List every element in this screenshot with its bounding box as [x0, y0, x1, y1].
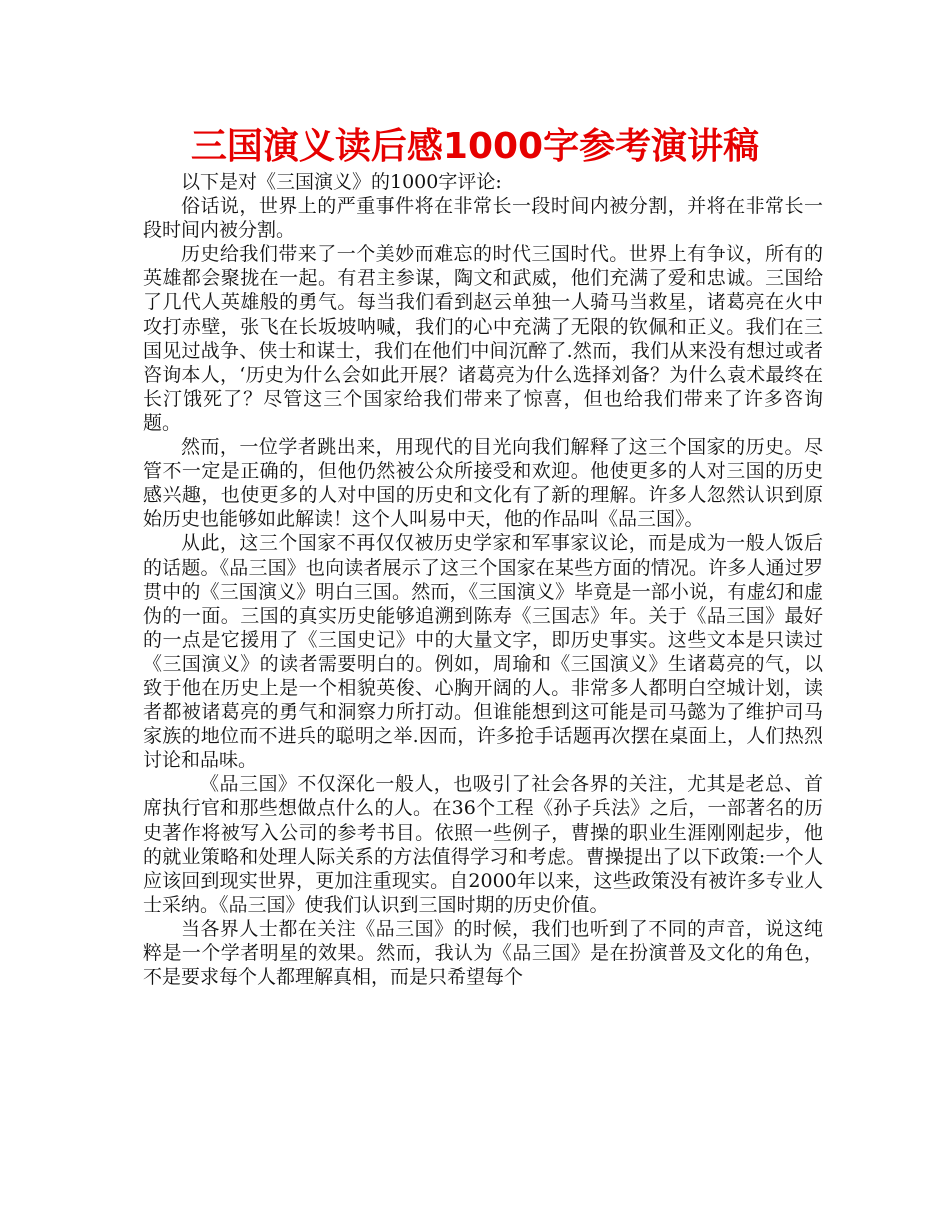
paragraph-voices: 当各界人士都在关注《品三国》的时候，我们也听到了不同的声音，说这纯粹是一个学者明星的效果。然而，我认为《品三国》是在扮演普及文化的角色，不是要求每个人都理解真相，而是只希望每个: [143, 917, 823, 989]
document-title: 三国演义读后感1000字参考演讲稿: [190, 126, 760, 167]
paragraph-history: 历史给我们带来了一个美妙而难忘的时代三国时代。世界上有争议，所有的英雄都会聚拢在一起。有君主参谋，陶文和武威，他们充满了爱和忠诚。三国给了几代人英雄般的勇气。每当我们看到赵云单独一人骑马当救星，诸葛亮在火中攻打赤壁，张飞在长坂坡呐喊，我们的心中充满了无限的钦佩和正义。我们在三国见过战争、侠士和谋士，我们在他们中间沉醉了.然而，我们从来没有想过或者咨询本人，‘历史为什么会如此开展？诸葛亮为什么选择刘备？为什么袁术最终在长汀饿死了？尽管这三个国家给我们带来了惊喜，但也给我们带来了许多咨询题。: [143, 243, 823, 434]
paragraph-scholar: 然而，一位学者跳出来，用现代的目光向我们解释了这三个国家的历史。尽管不一定是正确的，但他仍然被公众所接受和欢迎。他使更多的人对三国的历史感兴趣，也使更多的人对中国的历史和文化有了新的理解。许多人忽然认识到原始历史也能够如此解读！这个人叫易中天，他的作品叫《品三国》。: [143, 436, 823, 531]
document-body: [143, 170, 823, 989]
paragraph-society: 《品三国》不仅深化一般人，也吸引了社会各界的关注，尤其是老总、首席执行官和那些想做点什么的人。在36个工程《孙子兵法》之后，一部著名的历史著作将被写入公司的参考书目。依照一些例子，曹操的职业生涯刚刚起步，他的就业策略和处理人际关系的方法值得学习和考虑。曹操提出了以下政策:一个人应该回到现实世界，更加注重现实。自2000年以来，这些政策没有被许多专业人士采纳。《品三国》使我们认识到三国时期的历史价值。: [143, 773, 823, 916]
paragraph-intro: 以下是对《三国演义》的1000字评论:: [181, 171, 502, 193]
paragraph-proverb: 俗话说，世界上的严重事件将在非常长一段时间内被分割，并将在非常长一段时间内被分割。: [143, 195, 823, 242]
paragraph-popular-topic: 从此，这三个国家不再仅仅被历史学家和军事家议论，而是成为一般人饭后的话题。《品三国》也向读者展示了这三个国家在某些方面的情况。许多人通过罗贯中的《三国演义》明白三国。然而，《三国演义》毕竟是一部小说，有虚幻和虚伪的一面。三国的真实历史能够追溯到陈寿《三国志》年。关于《品三国》最好的一点是它援用了《三国史记》中的大量文字，即历史事实。这些文本是只读过《三国演义》的读者需要明白的。例如，周瑜和《三国演义》生诸葛亮的气，以致于他在历史上是一个相貌英俊、心胸开阔的人。非常多人都明白空城计划，读者都被诸葛亮的勇气和洞察力所打动。但谁能想到这可能是司马懿为了维护司马家族的地位而不进兵的聪明之举.因而，许多抢手话题再次摆在桌面上，人们热烈讨论和品味。: [143, 532, 823, 772]
